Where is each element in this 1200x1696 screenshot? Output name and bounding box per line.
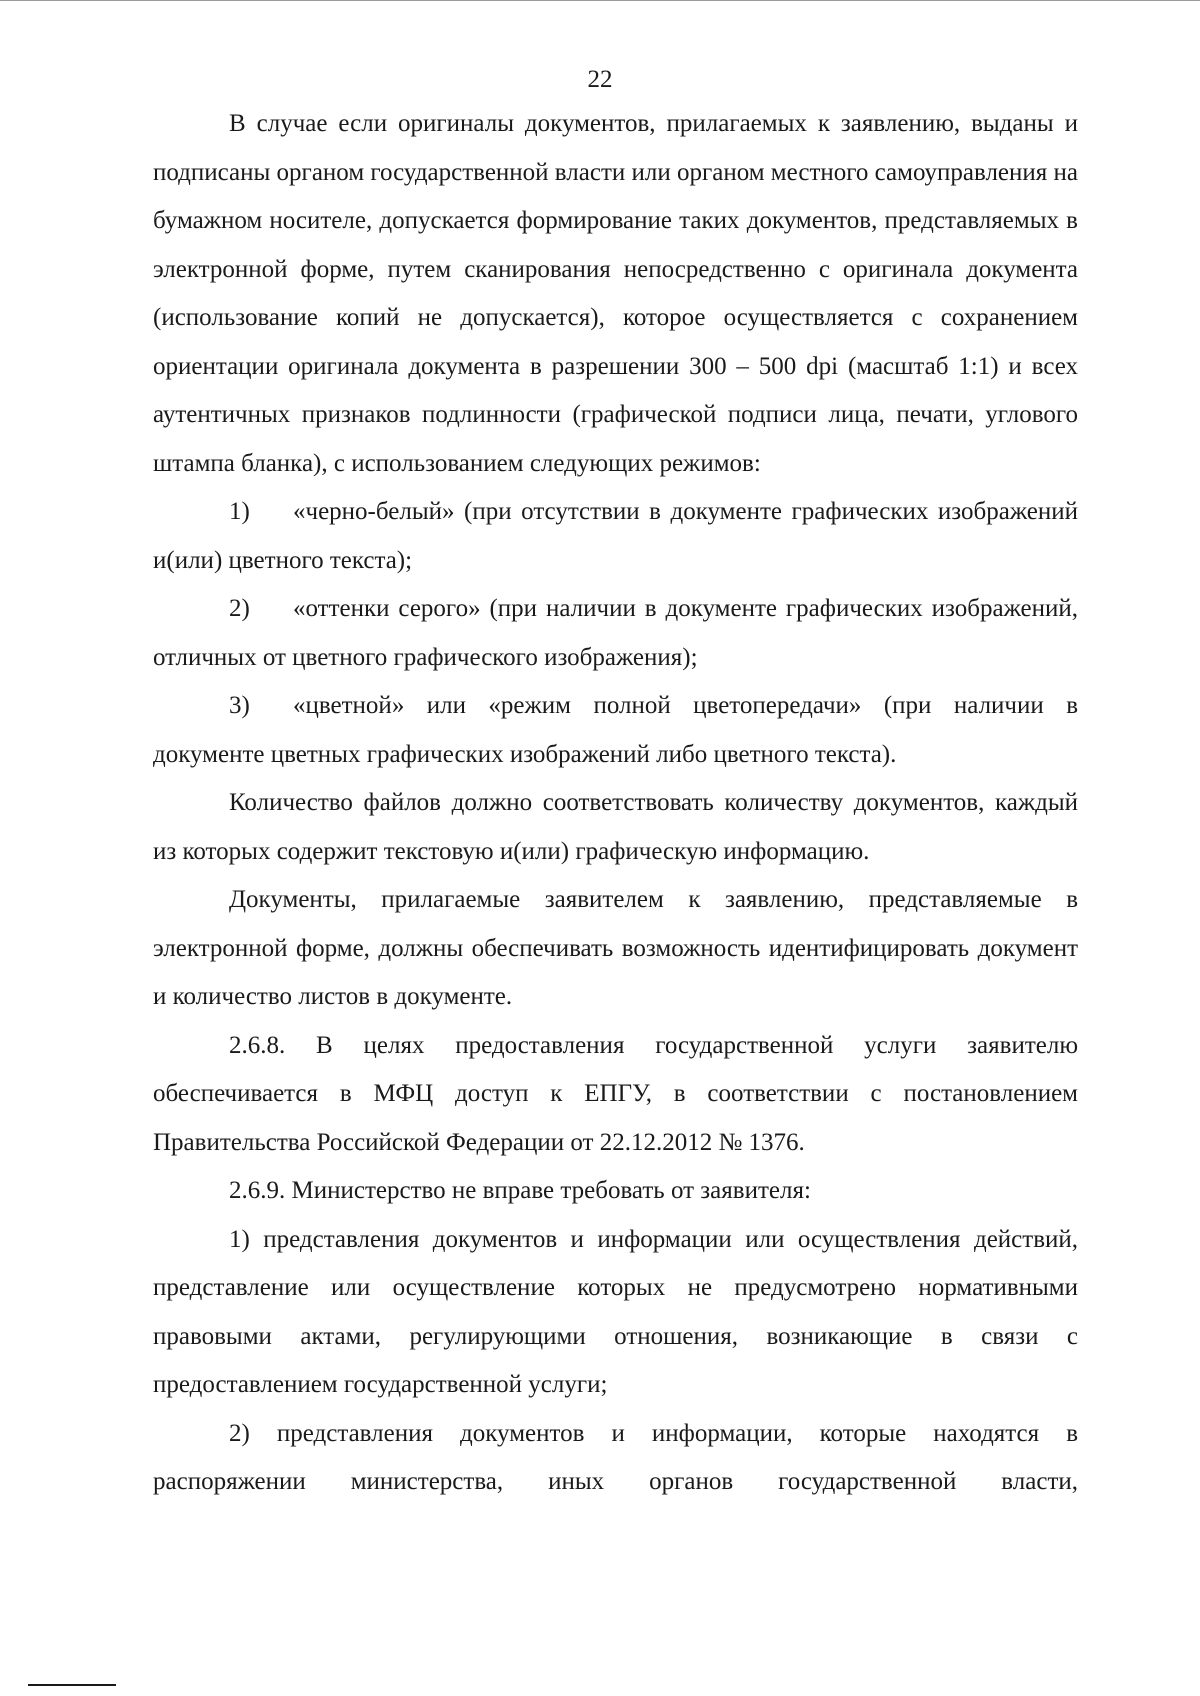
footnote-rule [28,1684,116,1686]
paragraph-requirement-2: 2) представления документов и информации, которые находятся в распоряжении министерства, иных органов государственной власти, [153,1419,1078,1495]
paragraph-2-6-8: 2.6.8. В целях предоставления государственной услуги заявителю обеспечивается в МФЦ доступ к ЕПГУ, в соответствии с постановлением Правительства Российской Федерации от 22.12.2012 № 1376. [153,1031,1078,1156]
top-rule [0,0,1200,1]
list-item-mode-1 [153,488,1078,585]
list-item-text: «оттенки серого» (при наличии в документе графических изображений, отличных от цветного графического изображения); [153,595,1078,671]
list-item-text: «черно-белый» (при отсутствии в документе графических изображений и(или) цветного текста); [153,498,1078,574]
paragraph-electronic-documents: Документы, прилагаемые заявителем к заявлению, представляемые в электронной форме, должны обеспечивать возможность идентифицировать документ и количество листов в документе. [153,886,1078,1010]
paragraph-file-count: Количество файлов должно соответствовать количеству документов, каждый из которых содержит текстовую и(или) графическую информацию. [153,789,1078,865]
paragraph-requirement-1: 1) представления документов и информации или осуществления действий, представление или осуществление которых не предусмотрено нормативными правовыми актами, регулирующими отношения, возникающие в связи с предоставлением государственной услуги; [153,1225,1078,1398]
list-item-number: 2) [229,595,250,622]
paragraph-scanning-requirements: В случае если оригиналы документов, прилагаемых к заявлению, выданы и подписаны органом государственной власти или органом местного самоуправления на бумажном носителе, допускается формирование таких документов, представляемых в электронной форме, путем сканирования непосредственно с оригинала документа (использование копий не допускается), которое осуществляется с сохранением ориентации оригинала документа в разрешении 300 – 500 dpi (масштаб 1:1) и всех аутентичных признаков подлинности (графической подписи лица, печати, углового штампа бланка), с использованием следующих режимов: [153,110,1078,477]
list-item-number: 3) [229,692,250,719]
list-item-mode-3 [153,682,1078,779]
page-number: 22 [587,66,613,93]
list-item-text: «цветной» или «режим полной цветопередачи» (при наличии в документе цветных графических изображений либо цветного текста). [153,692,1078,768]
list-item-mode-2 [153,585,1078,682]
document-body [153,100,1078,1507]
paragraph-2-6-9: 2.6.9. Министерство не вправе требовать от заявителя: [229,1177,811,1204]
list-item-number: 1) [229,498,250,525]
